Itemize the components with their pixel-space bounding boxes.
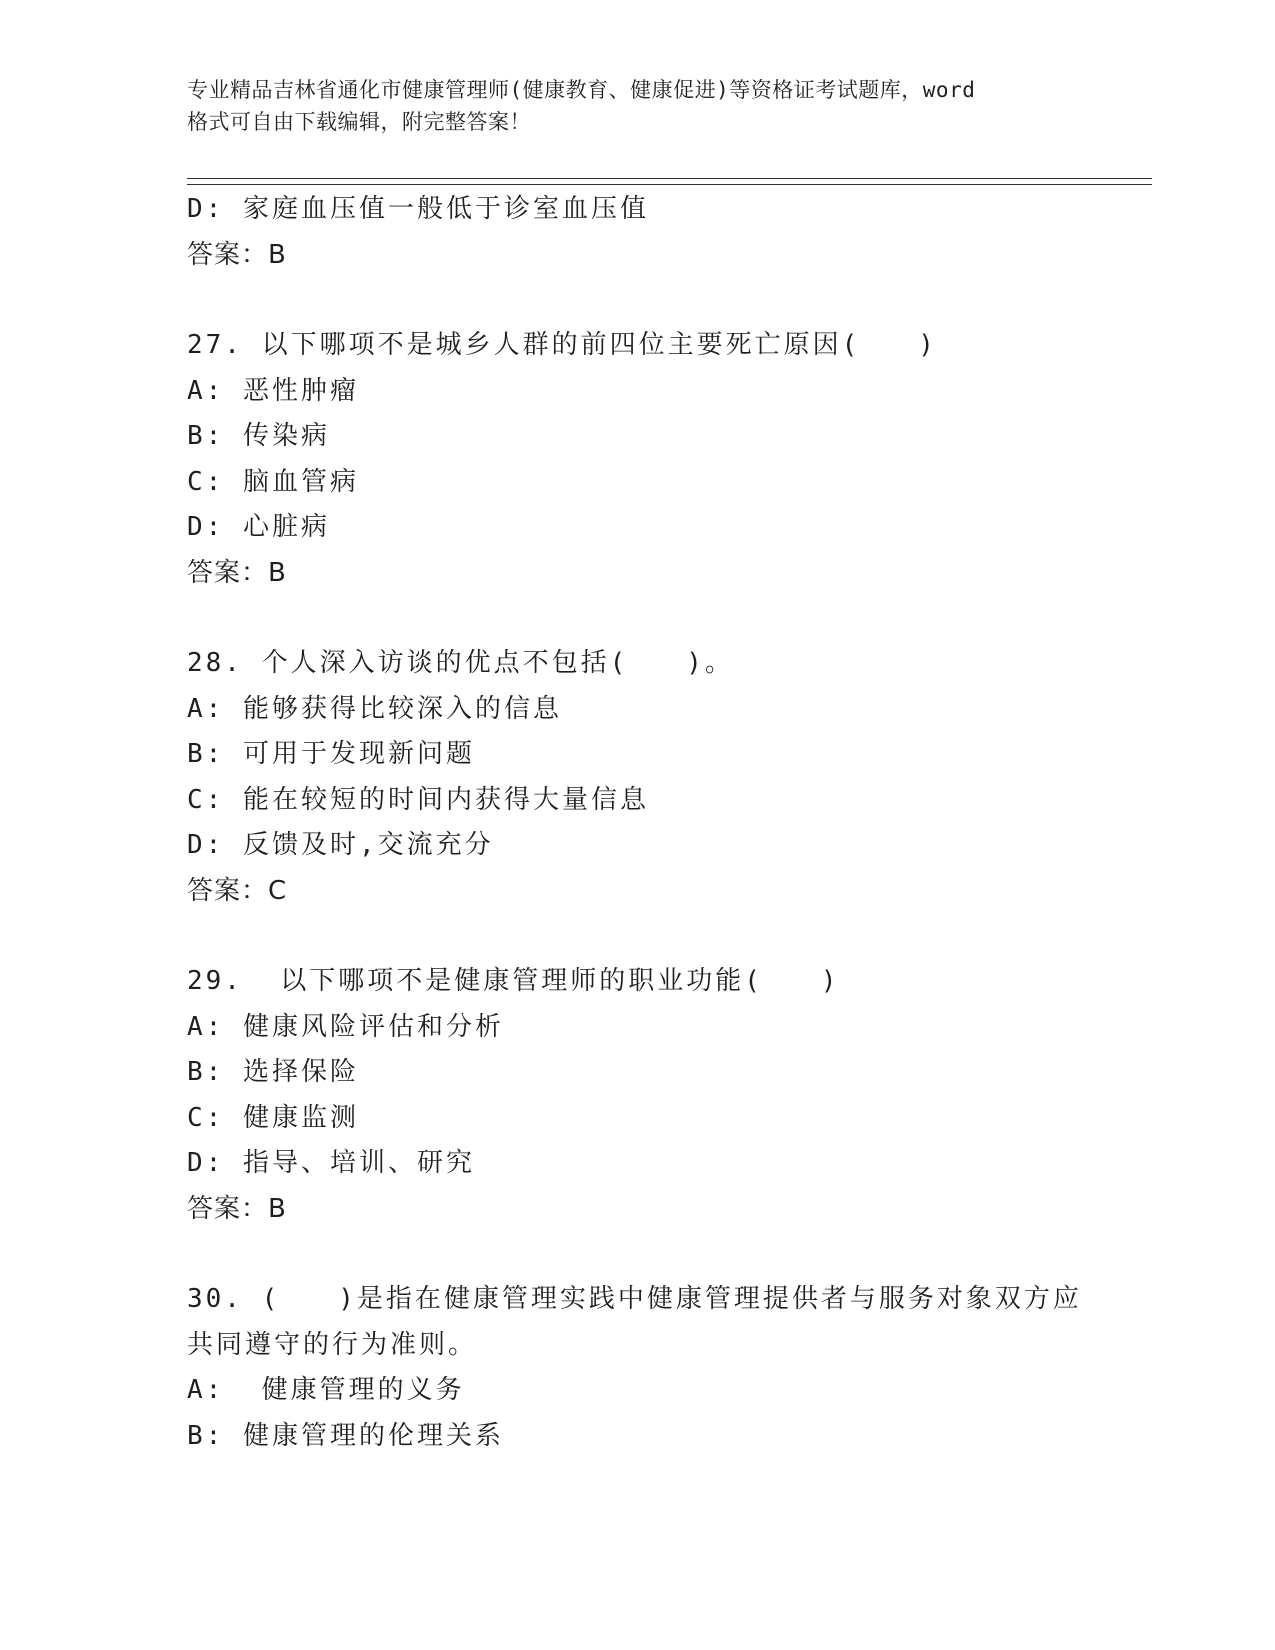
option-b: B: 选择保险 — [187, 1057, 359, 1087]
option-d: D: 心脏病 — [187, 512, 330, 542]
question-title: 29. 以下哪项不是健康管理师的职业功能( ) — [187, 966, 840, 996]
question-29 — [187, 959, 1147, 1232]
answer: 答案：B — [187, 1193, 287, 1224]
option-c: C: 脑血管病 — [187, 466, 359, 497]
option-c: C: 能在较短的时间内获得大量信息 — [187, 784, 649, 815]
header-line-1: 专业精品吉林省通化市健康管理师(健康教育、健康促进)等资格证考试题库，word — [187, 78, 976, 102]
option-c: C: 健康监测 — [187, 1102, 359, 1133]
option-a: A: 健康风险评估和分析 — [187, 1011, 504, 1042]
option-a: A: 恶性肿瘤 — [187, 375, 359, 406]
spacer — [187, 1232, 1147, 1277]
option-d: D: 反馈及时,交流充分 — [187, 830, 494, 860]
answer: 答案：B — [187, 557, 287, 588]
option-d: D: 家庭血压值一般低于诊室血压值 — [187, 194, 649, 224]
option-b: B: 传染病 — [187, 421, 330, 451]
answer: 答案：C — [187, 875, 288, 906]
option-d: D: 指导、培训、研究 — [187, 1148, 475, 1178]
header-line-2: 格式可自由下载编辑，附完整答案！ — [187, 110, 531, 134]
question-30 — [187, 1277, 1147, 1459]
option-b: B: 健康管理的伦理关系 — [187, 1420, 504, 1451]
option-b: B: 可用于发现新问题 — [187, 739, 475, 769]
spacer — [187, 278, 1147, 323]
answer: 答案：B — [187, 239, 287, 270]
question-title-line-1: 30. ( )是指在健康管理实践中健康管理提供者与服务对象双方应 — [187, 1284, 1082, 1314]
document-header — [187, 74, 1087, 138]
question-title: 27. 以下哪项不是城乡人群的前四位主要死亡原因( ) — [187, 330, 937, 360]
question-title-line-2: 共同遵守的行为准则。 — [187, 1329, 478, 1360]
question-27 — [187, 323, 1147, 596]
question-title: 28. 个人深入访谈的优点不包括( )。 — [187, 648, 734, 678]
spacer — [187, 596, 1147, 641]
header-divider — [187, 178, 1152, 185]
spacer — [187, 914, 1147, 959]
option-a: A: 健康管理的义务 — [187, 1375, 465, 1405]
option-a: A: 能够获得比较深入的信息 — [187, 693, 562, 724]
question-28 — [187, 641, 1147, 914]
document-body — [187, 187, 1147, 1459]
